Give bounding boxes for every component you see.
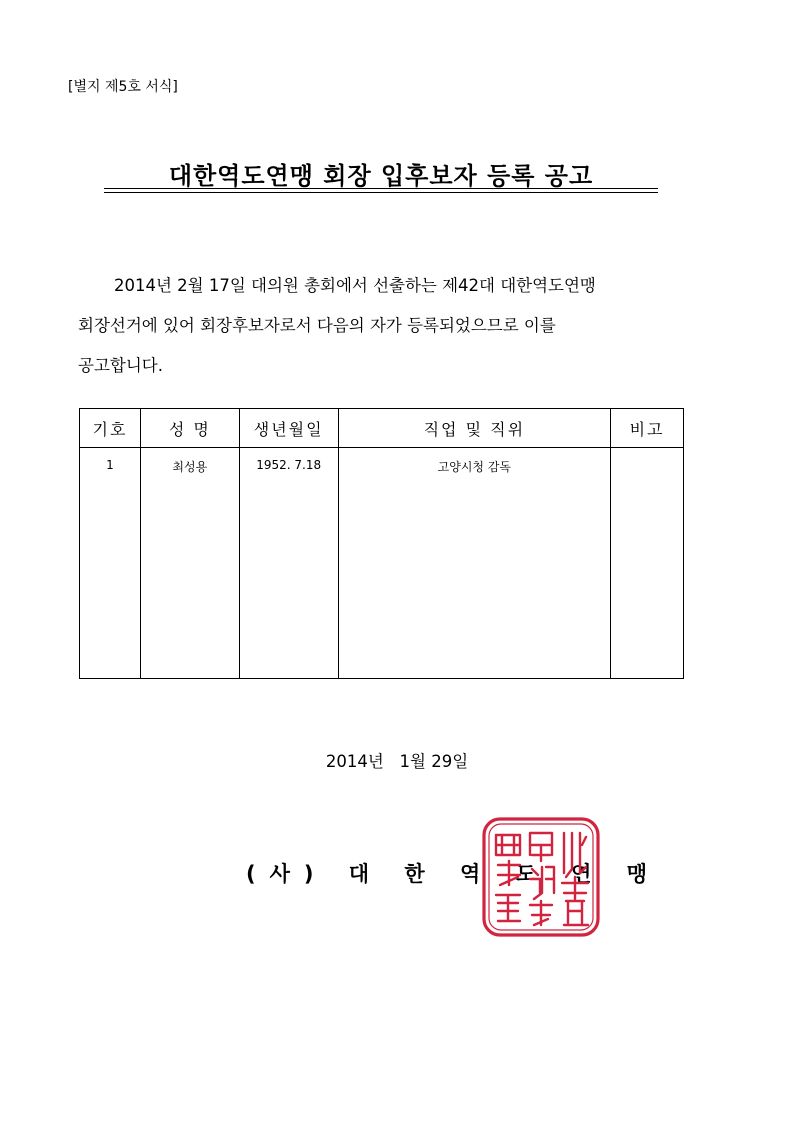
header-occupation: 직업 및 직위 (338, 409, 610, 448)
document-title: 대한역도연맹 회장 입후보자 등록 공고 (168, 162, 594, 190)
cell-number: 1 (80, 448, 141, 679)
table-row (80, 448, 684, 679)
paragraph-line-3: 공고합니다. (78, 356, 163, 375)
announcement-date: 2014년 1월 29일 (325, 752, 469, 771)
organization-name: (사) 대 한 역 도 연 맹 (246, 862, 662, 886)
form-number-label: [별지 제5호 서식] (68, 79, 178, 95)
paragraph-line-2: 회장선거에 있어 회장후보자로서 다음의 자가 등록되었으므로 이를 (78, 316, 556, 335)
header-remarks: 비고 (611, 409, 684, 448)
table-header-row (80, 409, 684, 448)
header-number: 기호 (80, 409, 141, 448)
cell-name: 최성용 (140, 448, 239, 679)
notice-paragraph (78, 266, 688, 386)
cell-birthdate: 1952. 7.18 (239, 448, 338, 679)
header-birthdate: 생년월일 (239, 409, 338, 448)
title-double-rule (104, 188, 658, 193)
paragraph-line-1: 2014년 2월 17일 대의원 총회에서 선출하는 제42대 대한역도연맹 (114, 276, 596, 295)
header-name: 성 명 (140, 409, 239, 448)
cell-occupation: 고양시청 감독 (338, 448, 610, 679)
candidate-table (79, 408, 684, 679)
cell-remarks (611, 448, 684, 679)
official-seal-stamp (480, 815, 602, 939)
